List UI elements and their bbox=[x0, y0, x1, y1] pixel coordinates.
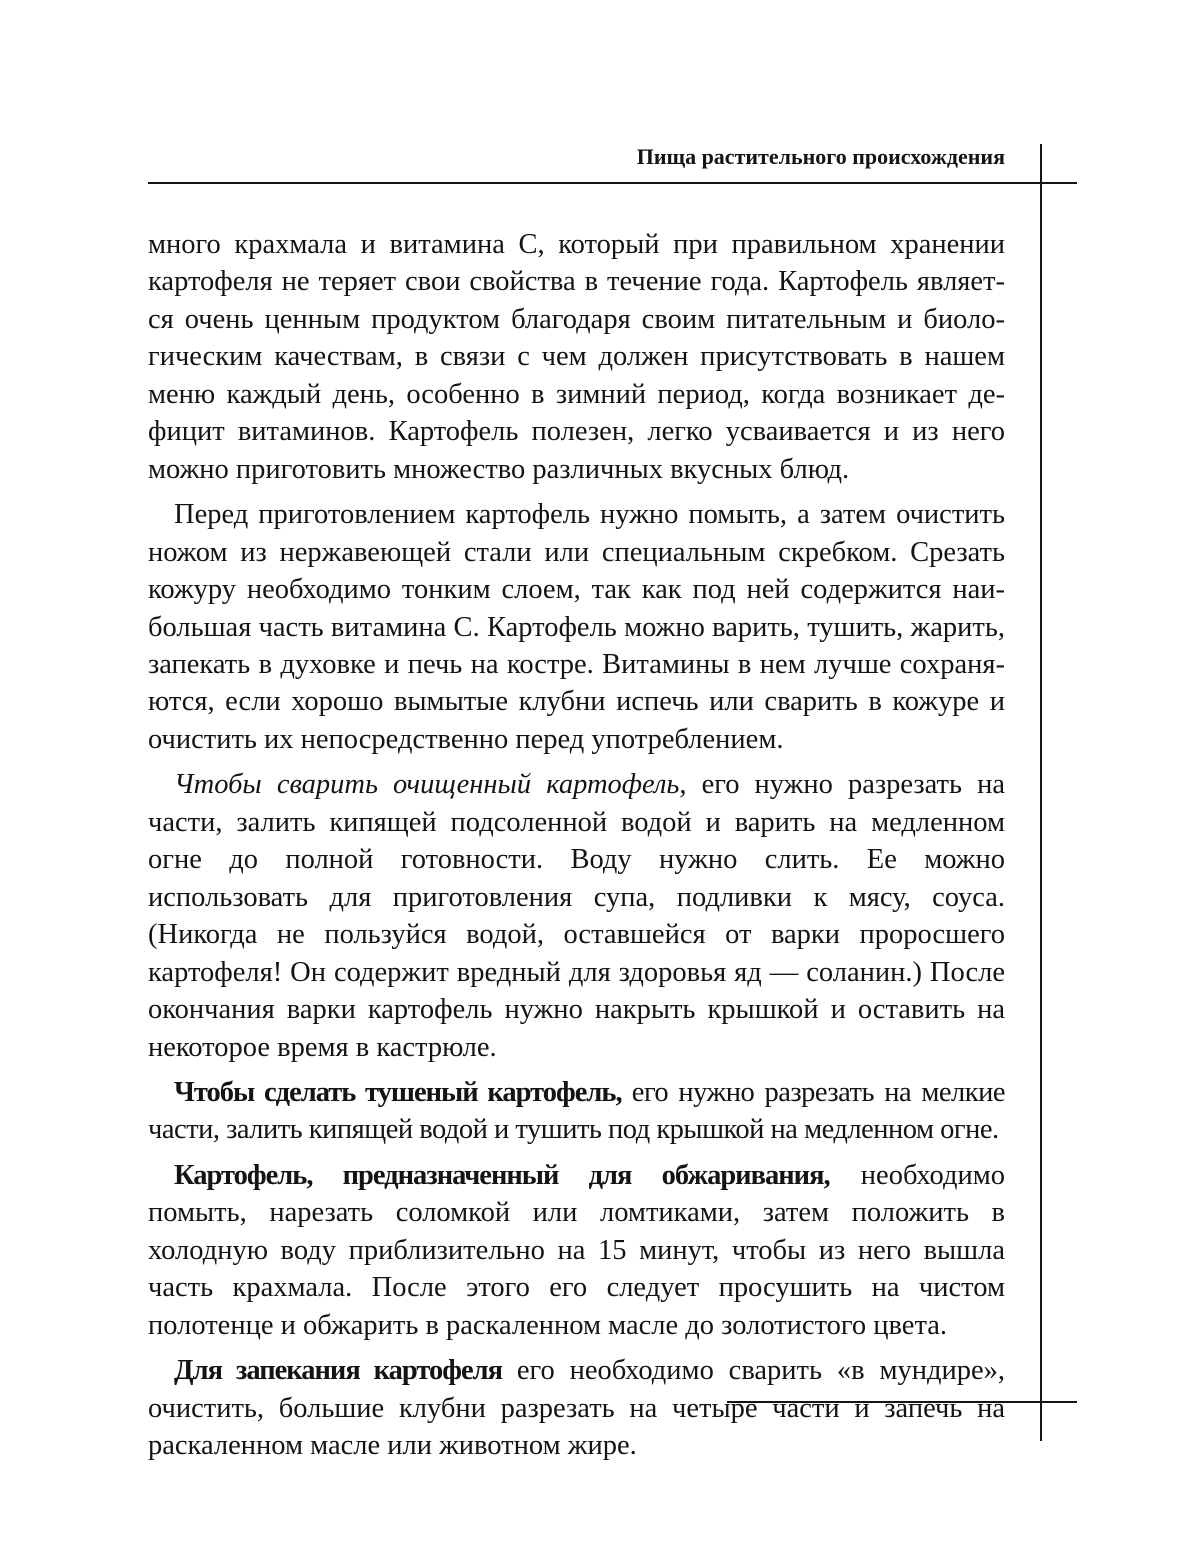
paragraph-5 bbox=[148, 1157, 1005, 1344]
paragraph-6-text: его необходимо сварить «в мундире», очистить, большие клубни разрезать на четыре части и запечь на раскаленном масле или животном жире. bbox=[148, 1355, 1006, 1462]
paragraph-4-text: его нужно разрезать на мелкие части, залить кипящей водой и тушить под крышкой на медленном огне. bbox=[148, 1076, 1005, 1146]
paragraph-4-lead: Чтобы сделать тушеный картофель, bbox=[174, 1076, 622, 1108]
paragraph-3-text: , его нужно разрезать на части, залить кипящей подсоленной водой и варить на медленном огне до полной готовности. Воду нужно слить. Ее можно использовать для приготовления супа, подливки к мясу, соуса. (Никогда не пользуйся водой, оставшейся от варки проросшего картофеля! Он содержит вредный для здоровья яд — соланин.) После окончания варки картофель нужно накрыть крышкой и оставить на некоторое время в кастрюле. bbox=[148, 769, 1005, 1063]
paragraph-6-lead: Для запекания картофеля bbox=[174, 1355, 503, 1387]
running-header-title: Пища растительного происхождения bbox=[636, 144, 1005, 169]
paragraph-6 bbox=[148, 1352, 1005, 1464]
header-rule bbox=[148, 182, 1077, 184]
margin-vertical-rule bbox=[1040, 144, 1042, 1441]
paragraph-2: Перед приготовлением картофель нужно помыть, а затем очистить ножом из нержавеющей стали или специальным скребком. Срезать кожуру необходимо тонким слоем, так как под ней содержится наибольшая часть витамина С. Картофель можно варить, тушить, жарить, запекать в духовке и печь на костре. Витамины в нем лучше сохраняются, если хорошо вымытые клубни испечь или сварить в кожуре и очистить их непосредственно перед употреблением. bbox=[148, 499, 1005, 755]
paragraph-5-text: необходимо помыть, нарезать соломкой или ломтиками, затем положить в холодную воду приблизительно на 15 минут, чтобы из него вышла часть крахмала. После этого его следует просушить на чистом полотенце и обжарить в раскаленном масле до золотистого цвета. bbox=[148, 1159, 1006, 1341]
paragraph-4 bbox=[148, 1074, 1005, 1149]
paragraph-3 bbox=[148, 766, 1005, 1066]
paragraph-1: много крахмала и витамина С, который при правильном хранении картофеля не теряет свои свойства в течение года. Картофель является очень ценным продуктом благодаря своим питательным и биологическим качествам, в связи с чем должен присутствовать в нашем меню каждый день, особенно в зимний период, когда возникает дефицит витаминов. Картофель полезен, легко усваивается и из него можно приготовить множество различных вкусных блюд. bbox=[148, 229, 1005, 485]
paragraph-3-lead: Чтобы сварить очищенный картофель bbox=[174, 769, 680, 801]
page-body bbox=[148, 226, 1005, 1473]
paragraph-5-lead: Картофель, предназначенный для обжаривания, bbox=[174, 1159, 830, 1191]
